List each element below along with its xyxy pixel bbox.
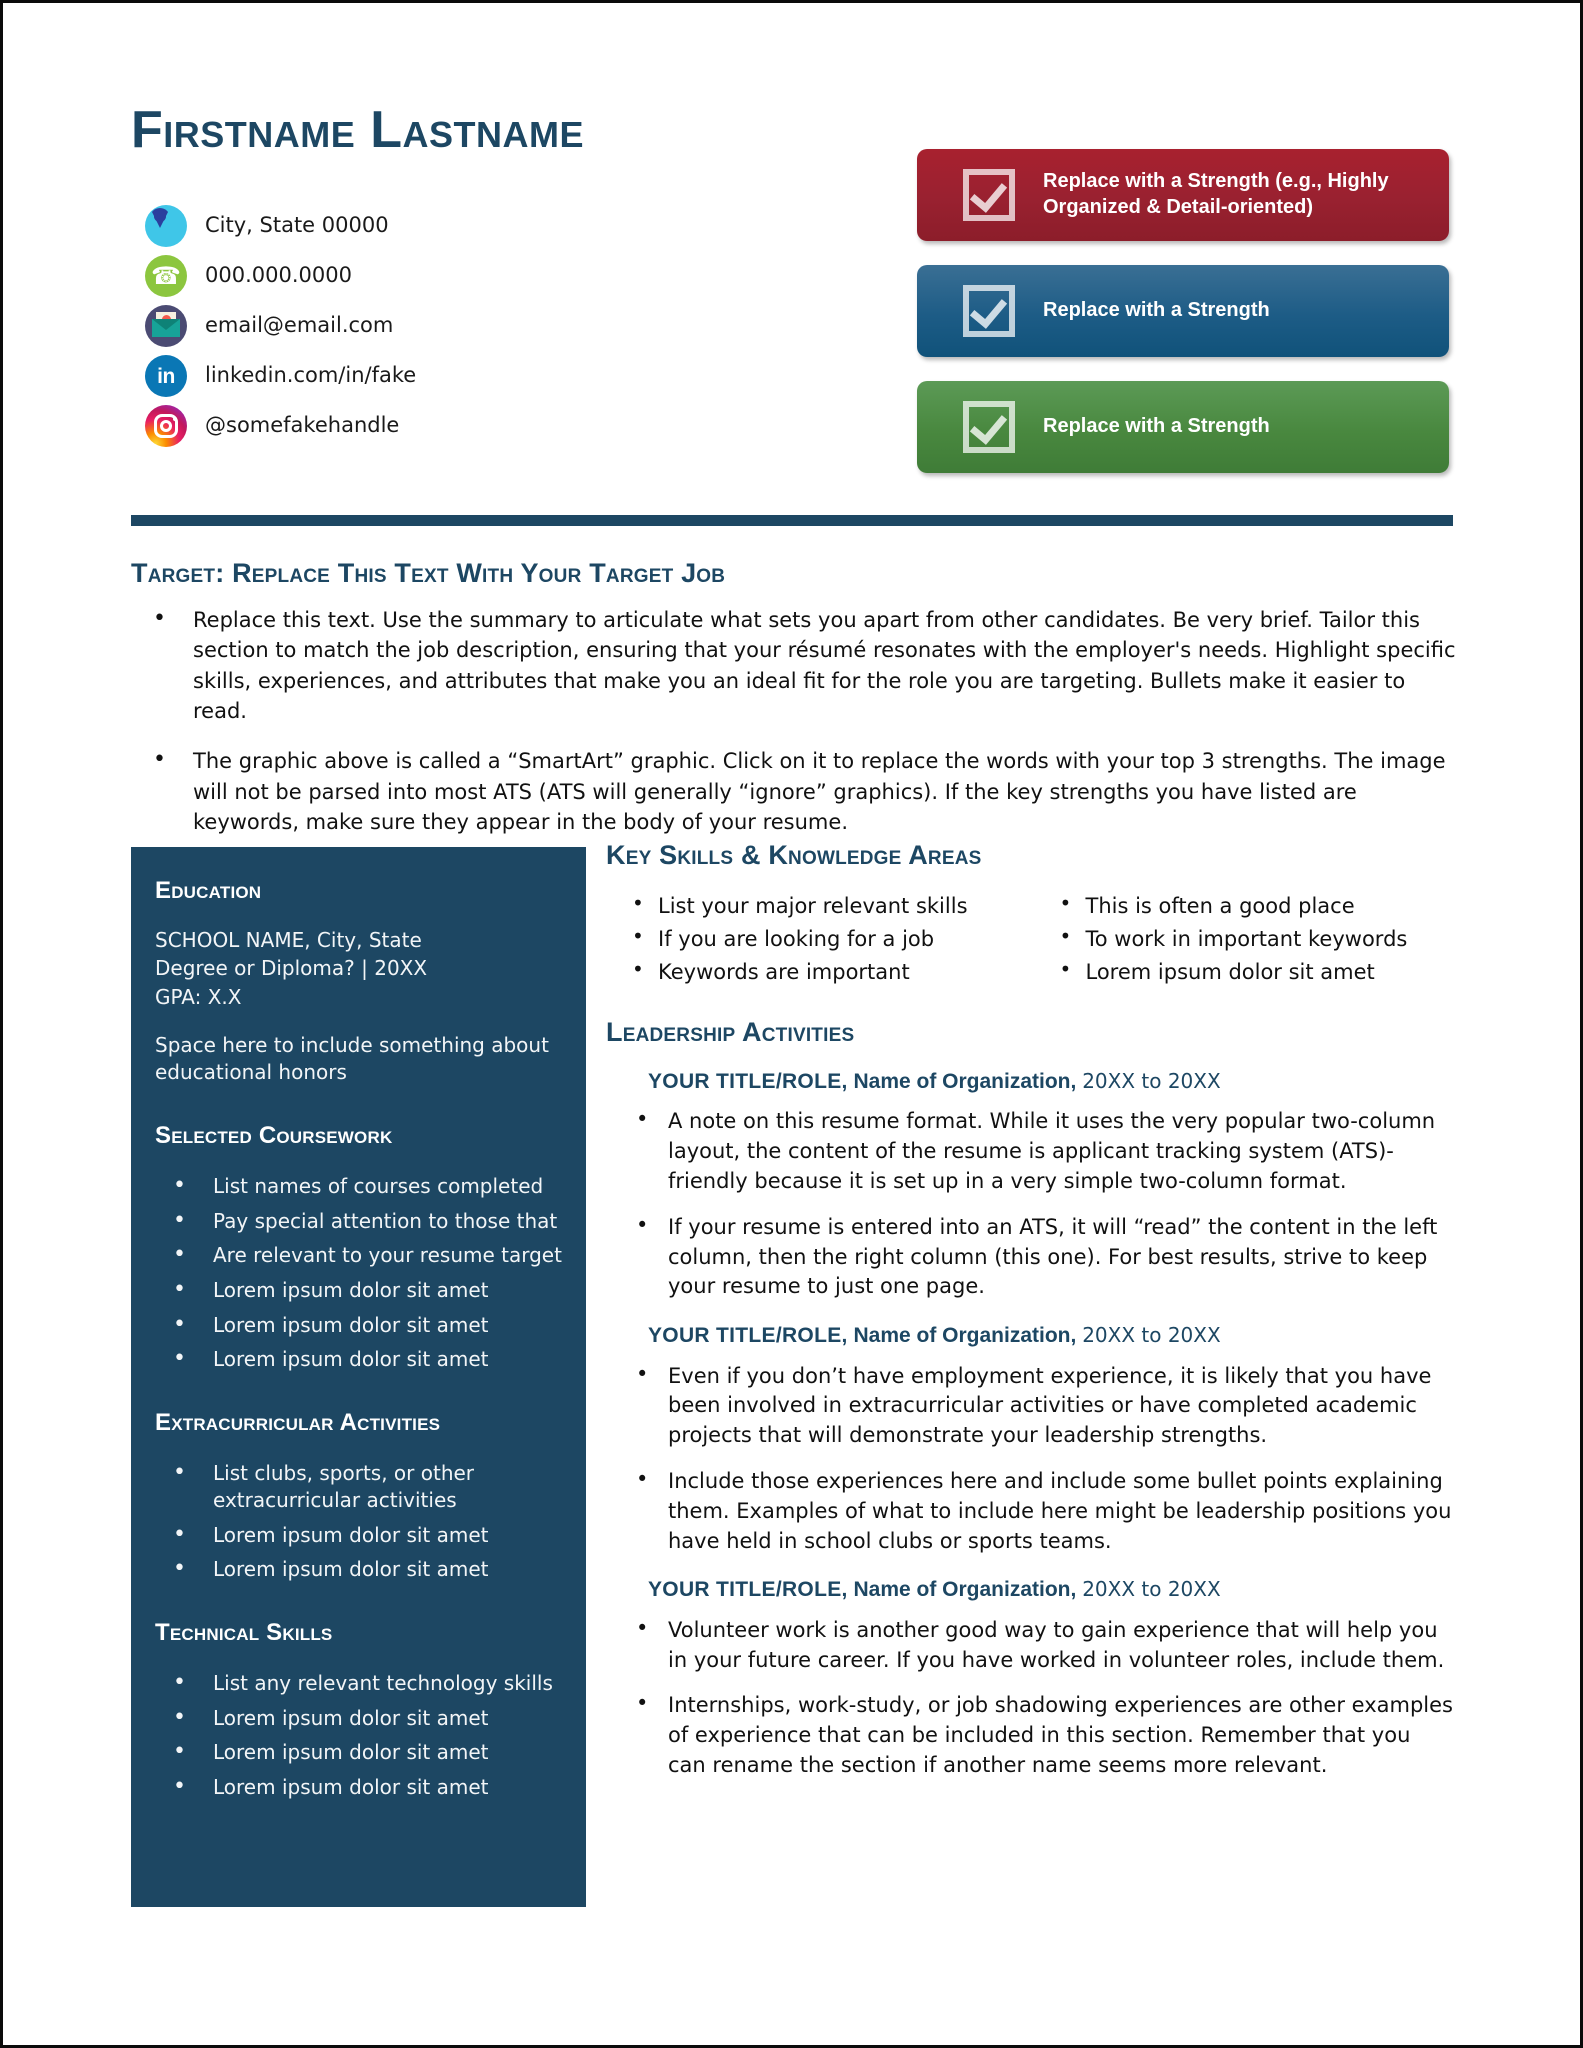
leadership-entry: [606, 1068, 1461, 1302]
contact-location-text: City, State 00000: [205, 213, 389, 238]
education-degree-line: Degree or Diploma? | 20XX: [155, 956, 428, 981]
sidebar-heading-coursework: Selected Coursework: [155, 1121, 393, 1149]
job-role: YOUR TITLE/ROLE,: [648, 1578, 848, 1602]
list-item: • List your major relevant skills: [606, 893, 1034, 919]
list-item: • Even if you don’t have employment experience, it is likely that you have been involved in extracurricular activities or have completed academic projects that will demonstrate your leadership strengths.: [606, 1362, 1461, 1451]
checkmark-icon: [963, 169, 1015, 221]
header-divider: [131, 515, 1453, 526]
list-item: • Lorem ipsum dolor sit amet: [131, 1277, 586, 1304]
list-item: • Lorem ipsum dolor sit amet: [131, 1312, 586, 1339]
sidebar-heading-education: Education: [155, 877, 262, 904]
resume-sheet: [9, 9, 1580, 2045]
contact-row-email[interactable]: [145, 301, 625, 351]
list-item: • Lorem ipsum dolor sit amet: [131, 1346, 586, 1373]
smartart-strengths-graphic[interactable]: [917, 149, 1449, 497]
location-pin-icon: [145, 205, 187, 247]
key-skills-right-column: [1034, 893, 1462, 993]
strength-label-3: Replace with a Strength: [1043, 415, 1270, 438]
target-section: [131, 559, 1461, 858]
leadership-entry: [606, 1576, 1461, 1780]
key-skills-left-column: [606, 893, 1034, 993]
job-title-line: [648, 1068, 1461, 1095]
email-icon: [145, 305, 187, 347]
job-role: YOUR TITLE/ROLE,: [648, 1070, 848, 1094]
job-bullet-list: [606, 1616, 1461, 1781]
list-item: • Include those experiences here and include some bullet points explaining them. Examples of what to include here might be leadership positions you have held in school clubs or sports teams.: [606, 1467, 1461, 1556]
strength-box-1[interactable]: [917, 149, 1449, 241]
list-item: • To work in important keywords: [1034, 926, 1462, 952]
job-bullet-list: [606, 1107, 1461, 1302]
job-organization: Name of Organization,: [853, 1578, 1077, 1602]
list-item: • If you are looking for a job: [606, 926, 1034, 952]
checkmark-icon: [963, 285, 1015, 337]
list-item: • Lorem ipsum dolor sit amet: [131, 1739, 586, 1766]
list-item: • Internships, work-study, or job shadowing experiences are other examples of experience that can be included in this section. Remember that you can rename the section if another name seems more relevant.: [606, 1691, 1461, 1780]
contact-row-linkedin[interactable]: [145, 351, 625, 401]
strength-label-2: Replace with a Strength: [1043, 299, 1270, 322]
key-skills-heading: Key Skills & Knowledge Areas: [606, 840, 982, 870]
page-title: Firstname Lastname: [131, 101, 584, 159]
contact-row-location[interactable]: [145, 201, 625, 251]
linkedin-icon: in: [145, 355, 187, 397]
resume-header: [9, 9, 1580, 509]
list-item: • Lorem ipsum dolor sit amet: [131, 1705, 586, 1732]
list-item: • List clubs, sports, or other extracurricular activities: [131, 1460, 586, 1513]
list-item: • List names of courses completed: [131, 1173, 586, 1200]
strength-label-1: Replace with a Strength (e.g., Highly Organized & Detail-oriented): [1043, 170, 1389, 218]
contact-email-text: email@email.com: [205, 313, 394, 338]
education-school-line: SCHOOL NAME, City, State: [155, 927, 422, 952]
list-item: • Keywords are important: [606, 959, 1034, 985]
contact-info-list: [145, 201, 625, 451]
sidebar-heading-technical-skills: Technical Skills: [155, 1618, 333, 1646]
contact-instagram-text: @somefakehandle: [205, 413, 400, 438]
job-bullet-list: [606, 1362, 1461, 1557]
contact-row-instagram[interactable]: [145, 401, 625, 451]
contact-phone-text: 000.000.0000: [205, 263, 352, 288]
main-column: [606, 841, 1461, 1797]
target-heading: Target: Replace This Text With Your Target Job: [131, 558, 726, 588]
contact-linkedin-text: linkedin.com/in/fake: [205, 363, 417, 388]
job-title-line: [648, 1576, 1461, 1603]
job-title-line: [648, 1322, 1461, 1349]
job-organization: Name of Organization,: [853, 1324, 1077, 1348]
target-bullet: • The graphic above is called a “SmartArt” graphic. Click on it to replace the words with your top 3 strengths. The image will not be parsed into most ATS (ATS will generally “ignore” graphics). If the key strengths you have listed are keywords, make sure they appear in the body of your resume.: [131, 746, 1461, 837]
contact-row-phone[interactable]: [145, 251, 625, 301]
list-item: • Lorem ipsum dolor sit amet: [131, 1522, 586, 1549]
target-bullet: • Replace this text. Use the summary to articulate what sets you apart from other candidates. Be very brief. Tailor this section to match the job description, ensuring that your résumé resonates with the employer's needs. Highlight specific skills, experiences, and attributes that make you an ideal fit for the role you are targeting. Bullets make it easier to read.: [131, 605, 1461, 727]
job-role: YOUR TITLE/ROLE,: [648, 1324, 848, 1348]
list-item: • Lorem ipsum dolor sit amet: [131, 1556, 586, 1583]
list-item: • Pay special attention to those that: [131, 1208, 586, 1235]
leadership-entry: [606, 1322, 1461, 1556]
leadership-heading: Leadership Activities: [606, 1017, 855, 1048]
sidebar: [131, 847, 586, 1907]
list-item: • This is often a good place: [1034, 893, 1462, 919]
list-item: • Are relevant to your resume target: [131, 1242, 586, 1269]
list-item: • A note on this resume format. While it uses the very popular two-column layout, the content of the resume is applicant tracking system (ATS)-friendly because it is set up in a very simple two-column format.: [606, 1107, 1461, 1196]
coursework-list: [131, 1173, 586, 1373]
target-bullet-list: [131, 605, 1461, 838]
job-organization: Name of Organization,: [853, 1070, 1077, 1094]
strength-box-2[interactable]: [917, 265, 1449, 357]
job-dates: 20XX to 20XX: [1082, 1577, 1221, 1602]
job-dates: 20XX to 20XX: [1082, 1323, 1221, 1348]
technical-skills-list: [131, 1670, 586, 1800]
list-item: • If your resume is entered into an ATS, it will “read” the content in the left column, then the right column (this one). For best results, strive to keep your resume to just one page.: [606, 1213, 1461, 1302]
sidebar-heading-extracurricular: Extracurricular Activities: [155, 1408, 441, 1436]
education-honors-note: Space here to include something about educational honors: [155, 1033, 549, 1084]
list-item: • Lorem ipsum dolor sit amet: [1034, 959, 1462, 985]
job-dates: 20XX to 20XX: [1082, 1069, 1221, 1094]
education-gpa-line: GPA: X.X: [155, 984, 242, 1009]
strength-box-3[interactable]: [917, 381, 1449, 473]
extracurricular-list: [131, 1460, 586, 1582]
list-item: • List any relevant technology skills: [131, 1670, 586, 1697]
instagram-icon: [145, 405, 187, 447]
key-skills-grid: [606, 893, 1461, 993]
phone-icon: ☎: [145, 255, 187, 297]
list-item: • Volunteer work is another good way to gain experience that will help you in your future career. If you have worked in volunteer roles, include them.: [606, 1616, 1461, 1676]
list-item: • Lorem ipsum dolor sit amet: [131, 1774, 586, 1801]
checkmark-icon: [963, 401, 1015, 453]
